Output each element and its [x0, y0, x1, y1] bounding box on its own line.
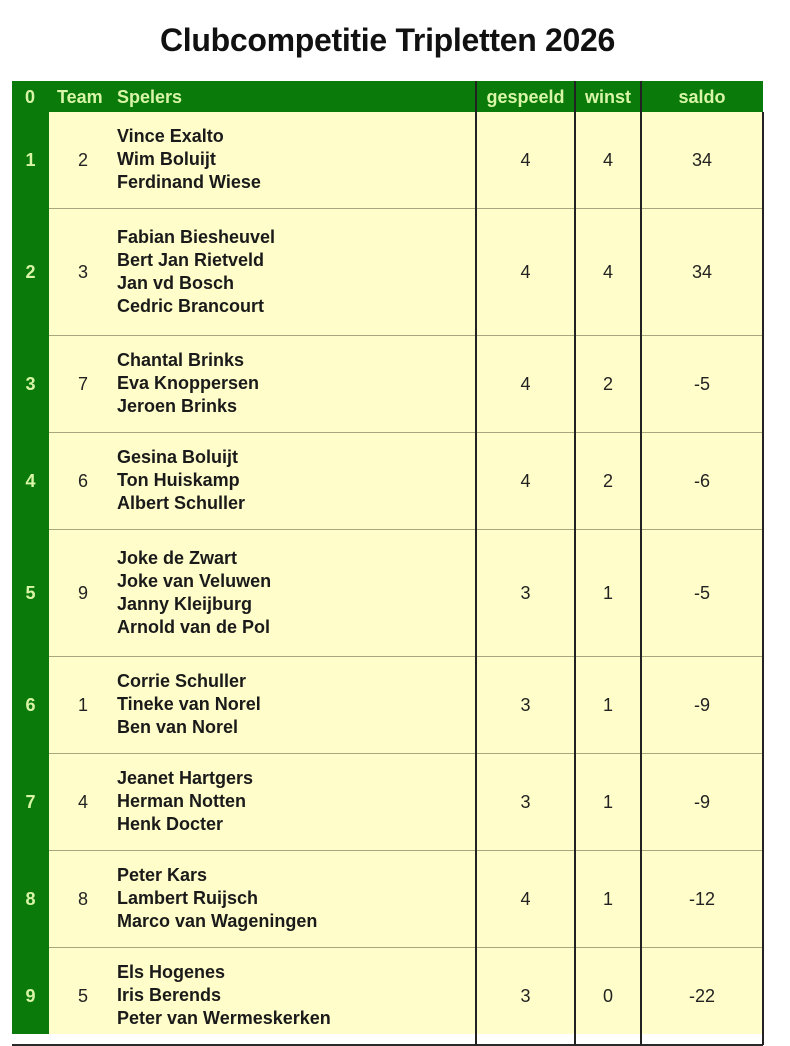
player-name: Fabian Biesheuvel: [117, 226, 276, 247]
team-cell: 5: [77, 985, 88, 1006]
table-row: [12, 948, 763, 1045]
rank-cell: 9: [25, 985, 36, 1006]
player-name: Albert Schuller: [117, 493, 246, 513]
player-name: Eva Knoppersen: [117, 373, 260, 393]
team-cell: 3: [77, 261, 88, 282]
player-name: Ton Huiskamp: [117, 470, 240, 490]
winst-cell: 1: [602, 888, 613, 909]
rank-cell: 2: [25, 261, 36, 282]
saldo-cell: -9: [693, 791, 710, 812]
table-header: [12, 81, 763, 112]
team-cell: 4: [77, 791, 88, 812]
table-right-border: [762, 112, 764, 1045]
player-name: Corrie Schuller: [117, 671, 247, 691]
player-name: Peter Kars: [117, 865, 208, 885]
winst-cell: 1: [602, 694, 613, 715]
table-row: [12, 336, 763, 433]
team-cell: 2: [77, 149, 88, 170]
rank-cell: 3: [25, 373, 36, 394]
players-cell: [117, 767, 253, 836]
saldo-cell: -12: [688, 888, 715, 909]
player-name: Lambert Ruijsch: [117, 888, 259, 908]
rank-cell: 5: [25, 582, 36, 603]
player-name: Tineke van Norel: [117, 694, 261, 714]
players-cell: [117, 670, 261, 739]
team-cell: 1: [77, 694, 88, 715]
winst-cell: 1: [602, 582, 613, 603]
rank-cell: 8: [25, 888, 36, 909]
gespeeld-cell: 3: [520, 985, 531, 1006]
winst-cell: 2: [602, 373, 613, 394]
winst-cell: 0: [602, 985, 613, 1006]
gespeeld-cell: 4: [520, 149, 531, 170]
player-name: Peter van Wermeskerken: [117, 1008, 331, 1028]
rank-cell: 1: [25, 149, 36, 170]
players-cell: [117, 864, 317, 933]
players-cell: [117, 125, 261, 194]
player-name: Ben van Norel: [117, 717, 239, 737]
players-cell: [117, 446, 245, 515]
player-name: Joke de Zwart: [117, 547, 238, 568]
gespeeld-cell: 4: [520, 470, 531, 491]
gespeeld-cell: 4: [520, 888, 531, 909]
player-name: Vince Exalto: [117, 126, 224, 146]
players-cell: [117, 961, 331, 1030]
team-cell: 7: [77, 373, 88, 394]
winst-cell: 2: [602, 470, 613, 491]
header-rank: 0: [25, 87, 36, 107]
player-name: Janny Kleijburg: [117, 593, 253, 614]
player-name: Jan vd Bosch: [117, 272, 235, 293]
rank-cell: 7: [25, 791, 36, 812]
table-row: [12, 851, 763, 948]
player-name: Ferdinand Wiese: [117, 172, 261, 192]
winst-cell: 4: [602, 261, 613, 282]
rank-cell: 6: [25, 694, 36, 715]
gespeeld-cell: 4: [520, 261, 531, 282]
saldo-cell: -22: [688, 985, 715, 1006]
header-winst: winst: [584, 87, 631, 107]
table-row: [12, 209, 763, 336]
gespeeld-cell: 4: [520, 373, 531, 394]
player-name: Herman Notten: [117, 791, 247, 811]
header-saldo: saldo: [678, 87, 726, 107]
gespeeld-cell: 3: [520, 791, 531, 812]
player-name: Jeroen Brinks: [117, 396, 238, 416]
players-cell: [117, 349, 259, 418]
table-row: [12, 433, 763, 530]
rank-cell: 4: [25, 470, 36, 491]
saldo-cell: -5: [693, 582, 710, 603]
header-gespeeld: gespeeld: [486, 87, 565, 107]
column-divider: [640, 81, 642, 1045]
player-name: Marco van Wageningen: [117, 911, 318, 931]
team-cell: 6: [77, 470, 88, 491]
saldo-cell: -5: [693, 373, 710, 394]
saldo-cell: 34: [691, 149, 713, 170]
player-name: Bert Jan Rietveld: [117, 249, 265, 270]
player-name: Chantal Brinks: [117, 350, 245, 370]
player-name: Wim Boluijt: [117, 149, 216, 169]
table-row: [12, 657, 763, 754]
column-divider: [475, 81, 477, 1045]
table-row: [12, 112, 763, 209]
winst-cell: 1: [602, 791, 613, 812]
player-name: Henk Docter: [117, 814, 224, 834]
player-name: Cedric Brancourt: [117, 295, 265, 316]
saldo-cell: -6: [693, 470, 710, 491]
table-row: [12, 754, 763, 851]
team-cell: 9: [77, 582, 88, 603]
header-spelers: Spelers: [117, 87, 183, 107]
players-cell: [117, 226, 275, 318]
player-name: Jeanet Hartgers: [117, 768, 254, 788]
player-name: Iris Berends: [117, 985, 222, 1005]
winst-cell: 4: [602, 149, 613, 170]
player-name: Joke van Veluwen: [117, 570, 272, 591]
header-team: Team: [57, 87, 103, 107]
table-row: [12, 530, 763, 657]
player-name: Gesina Boluijt: [117, 447, 239, 467]
saldo-cell: 34: [691, 261, 713, 282]
column-divider: [574, 81, 576, 1045]
saldo-cell: -9: [693, 694, 710, 715]
players-cell: [117, 547, 271, 639]
player-name: Els Hogenes: [117, 962, 226, 982]
team-cell: 8: [77, 888, 88, 909]
gespeeld-cell: 3: [520, 694, 531, 715]
player-name: Arnold van de Pol: [117, 616, 271, 637]
gespeeld-cell: 3: [520, 582, 531, 603]
page-title: Clubcompetitie Tripletten 2026: [159, 22, 616, 58]
